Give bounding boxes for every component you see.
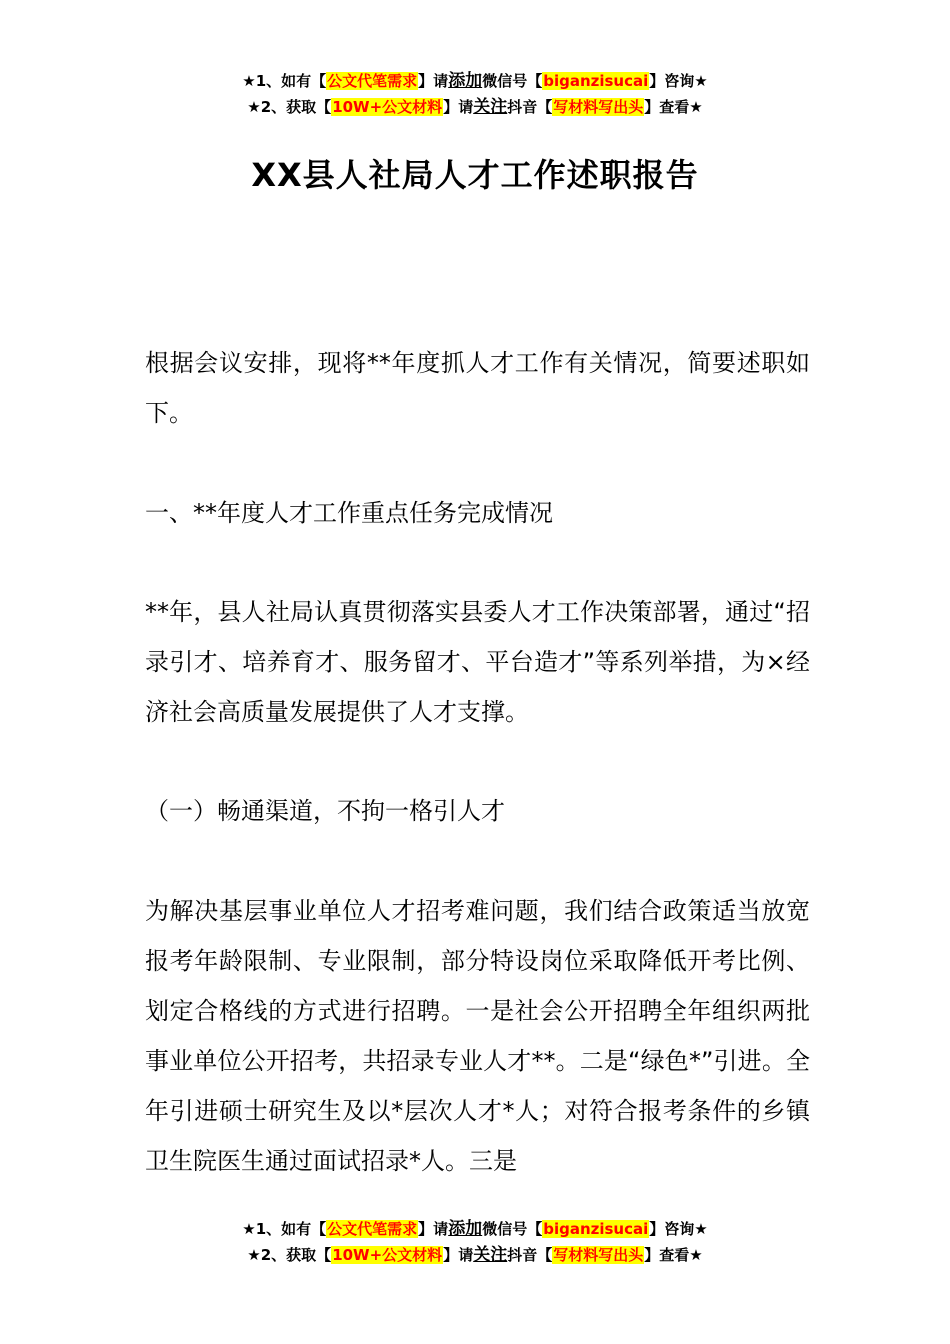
top-banner	[0, 68, 950, 120]
banner-highlight: 写材料写出头	[553, 1246, 644, 1264]
banner-highlight: 10W+公文材料	[332, 98, 443, 116]
banner-emphasis: 添加	[448, 1219, 483, 1239]
banner-highlight: 公文代笔需求	[327, 1220, 418, 1238]
banner-line-1	[0, 1216, 950, 1242]
bottom-banner	[0, 1216, 950, 1268]
banner-text: 】咨询★	[649, 1220, 708, 1238]
banner-emphasis: 添加	[448, 71, 483, 91]
banner-line-2	[0, 94, 950, 120]
banner-text: 】请	[418, 72, 449, 90]
banner-text: 】咨询★	[649, 72, 708, 90]
banner-text: 】查看★	[644, 98, 703, 116]
banner-text: 微信号【	[482, 72, 543, 90]
body-paragraph: 为解决基层事业单位人才招考难问题，我们结合政策适当放宽报考年龄限制、专业限制，部分特设岗位采取降低开考比例、划定合格线的方式进行招聘。一是社会公开招聘全年组织两批事业单位公开招考，共招录专业人才**。二是“绿色*”引进。全年引进硕士研究生及以*层次人才*人；对符合报考条件的乡镇卫生院医生通过面试招录*人。三是	[145, 897, 810, 1175]
section-heading: 一、**年度人才工作重点任务完成情况	[145, 499, 553, 527]
banner-text: 】请	[443, 98, 474, 116]
document-title: XX县人社局人才工作述职报告	[251, 156, 699, 194]
subsection-heading: （一）畅通渠道，不拘一格引人才	[145, 797, 505, 825]
intro-paragraph: 根据会议安排，现将**年度抓人才工作有关情况，简要述职如下。	[145, 349, 810, 427]
banner-text: ★1、如有【	[242, 72, 327, 90]
banner-text: ★2、获取【	[247, 98, 332, 116]
banner-highlight: 10W+公文材料	[332, 1246, 443, 1264]
banner-text: ★2、获取【	[247, 1246, 332, 1264]
banner-text: 】请	[418, 1220, 449, 1238]
banner-text: 抖音【	[507, 98, 553, 116]
body-paragraph: **年，县人社局认真贯彻落实县委人才工作决策部署，通过“招录引才、培养育才、服务留才、平台造才”等系列举措，为×经济社会高质量发展提供了人才支撑。	[145, 598, 810, 726]
banner-highlight: 公文代笔需求	[327, 72, 418, 90]
banner-line-2	[0, 1242, 950, 1268]
banner-line-1	[0, 68, 950, 94]
banner-text: 】请	[443, 1246, 474, 1264]
banner-highlight: biganzisucai	[543, 1220, 649, 1238]
banner-text: ★1、如有【	[242, 1220, 327, 1238]
banner-highlight: 写材料写出头	[553, 98, 644, 116]
banner-text: 微信号【	[482, 1220, 543, 1238]
banner-emphasis: 关注	[473, 1245, 508, 1265]
banner-text: 抖音【	[507, 1246, 553, 1264]
banner-highlight: biganzisucai	[543, 72, 649, 90]
banner-text: 】查看★	[644, 1246, 703, 1264]
banner-emphasis: 关注	[473, 97, 508, 117]
